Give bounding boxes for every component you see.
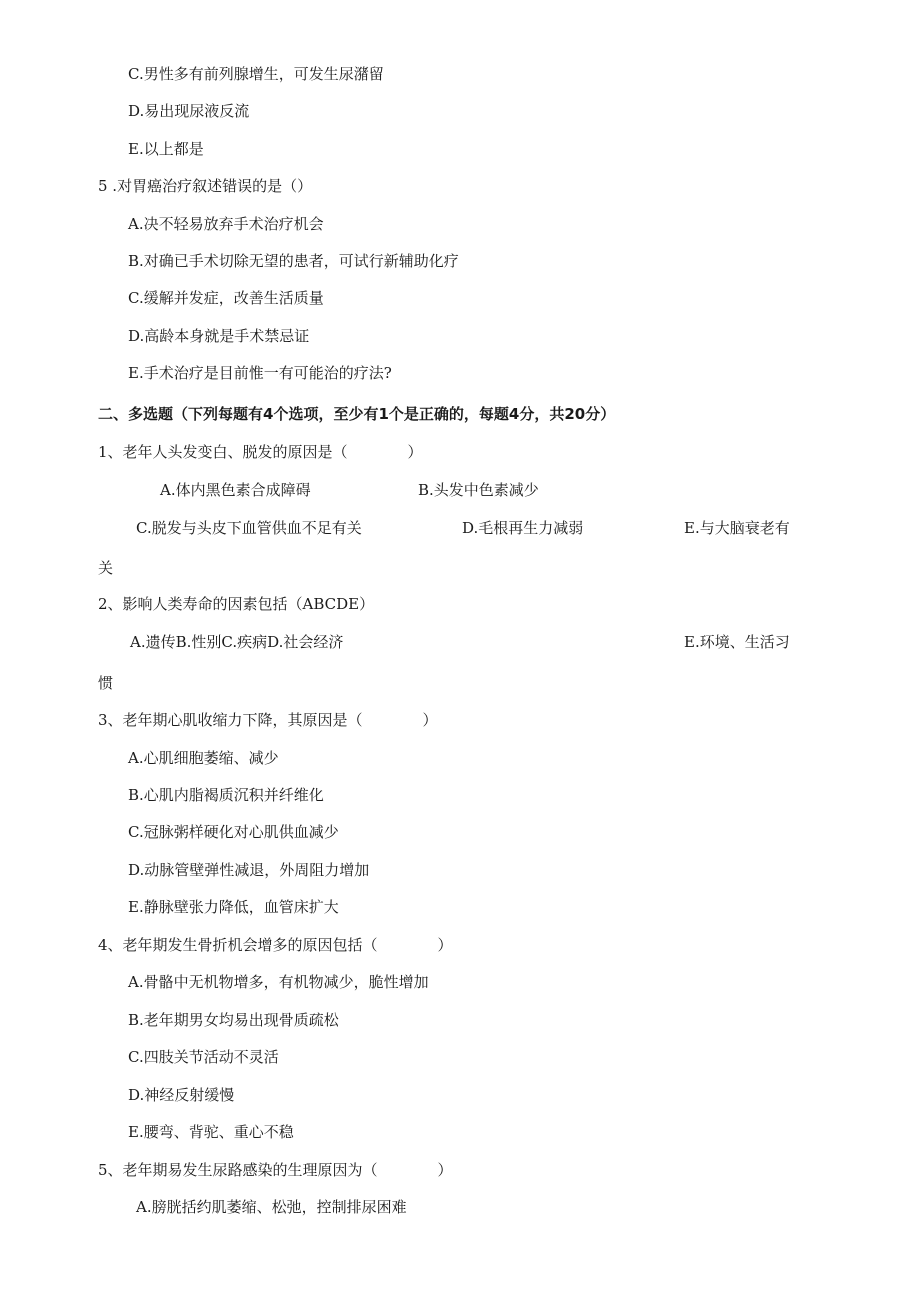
multi-question-1-option-b: B.头发中色素减少: [418, 481, 539, 499]
multi-question-3-stem: 3、老年期心肌收缩力下降，其原因是（ ）: [98, 711, 438, 729]
multi-question-1-option-c: C.脱发与头皮下血管供血不足有关: [136, 519, 362, 537]
option-e: E.以上都是: [128, 140, 204, 158]
multi-question-1-option-a: A.体内黑色素合成障碍: [160, 481, 311, 499]
multi-question-3-option-b: B.心肌内脂褐质沉积并纤维化: [128, 786, 324, 804]
multi-question-4-option-a: A.骨骼中无机物增多，有机物减少，脆性增加: [128, 973, 429, 991]
multi-question-2-options-abcd: A.遗传B.性别C.疾病D.社会经济: [130, 633, 344, 651]
multi-question-4-option-e: E.腰弯、背驼、重心不稳: [128, 1123, 294, 1141]
multi-question-2-option-e: E.环境、生活习: [684, 633, 790, 651]
question-5-stem: 5 .对胃癌治疗叙述错误的是（）: [98, 177, 313, 195]
multi-question-4-option-d: D.神经反射缓慢: [128, 1086, 235, 1104]
question-5-option-d: D.高龄本身就是手术禁忌证: [128, 327, 310, 345]
question-5-option-e: E.手术治疗是目前惟一有可能治的疗法?: [128, 364, 392, 382]
question-5-option-a: A.决不轻易放弃手术治疗机会: [128, 215, 324, 233]
question-5-option-c: C.缓解并发症，改善生活质量: [128, 289, 324, 307]
multi-question-3-option-e: E.静脉壁张力降低，血管床扩大: [128, 898, 339, 916]
question-5-option-b: B.对确已手术切除无望的患者，可试行新辅助化疗: [128, 252, 459, 270]
multi-question-1-option-d: D.毛根再生力减弱: [462, 519, 584, 537]
multi-question-1-option-e-wrap: 关: [98, 559, 114, 577]
multi-question-1-stem: 1、老年人头发变白、脱发的原因是（ ）: [98, 443, 423, 461]
multi-question-4-option-c: C.四肢关节活动不灵活: [128, 1048, 279, 1066]
multi-question-2-option-e-wrap: 惯: [98, 674, 114, 692]
multi-question-3-option-a: A.心肌细胞萎缩、减少: [128, 749, 279, 767]
multi-question-5-option-a: A.膀胱括约肌萎缩、松弛，控制排尿困难: [136, 1198, 407, 1216]
multi-question-4-stem: 4、老年期发生骨折机会增多的原因包括（ ）: [98, 936, 453, 954]
multi-question-5-stem: 5、老年期易发生尿路感染的生理原因为（ ）: [98, 1161, 453, 1179]
multi-question-4-option-b: B.老年期男女均易出现骨质疏松: [128, 1011, 339, 1029]
multi-question-1-option-e: E.与大脑衰老有: [684, 519, 790, 537]
option-d: D.易出现尿液反流: [128, 102, 250, 120]
option-c: C.男性多有前列腺增生，可发生尿潴留: [128, 65, 384, 83]
section-2-heading: 二、多选题（下列每题有4个选项，至少有1个是正确的，每题4分，共20分）: [98, 405, 616, 423]
multi-question-3-option-c: C.冠脉粥样硬化对心肌供血减少: [128, 823, 339, 841]
multi-question-2-stem: 2、影响人类寿命的因素包括（ABCDE）: [98, 595, 375, 613]
multi-question-3-option-d: D.动脉管壁弹性减退，外周阻力增加: [128, 861, 370, 879]
